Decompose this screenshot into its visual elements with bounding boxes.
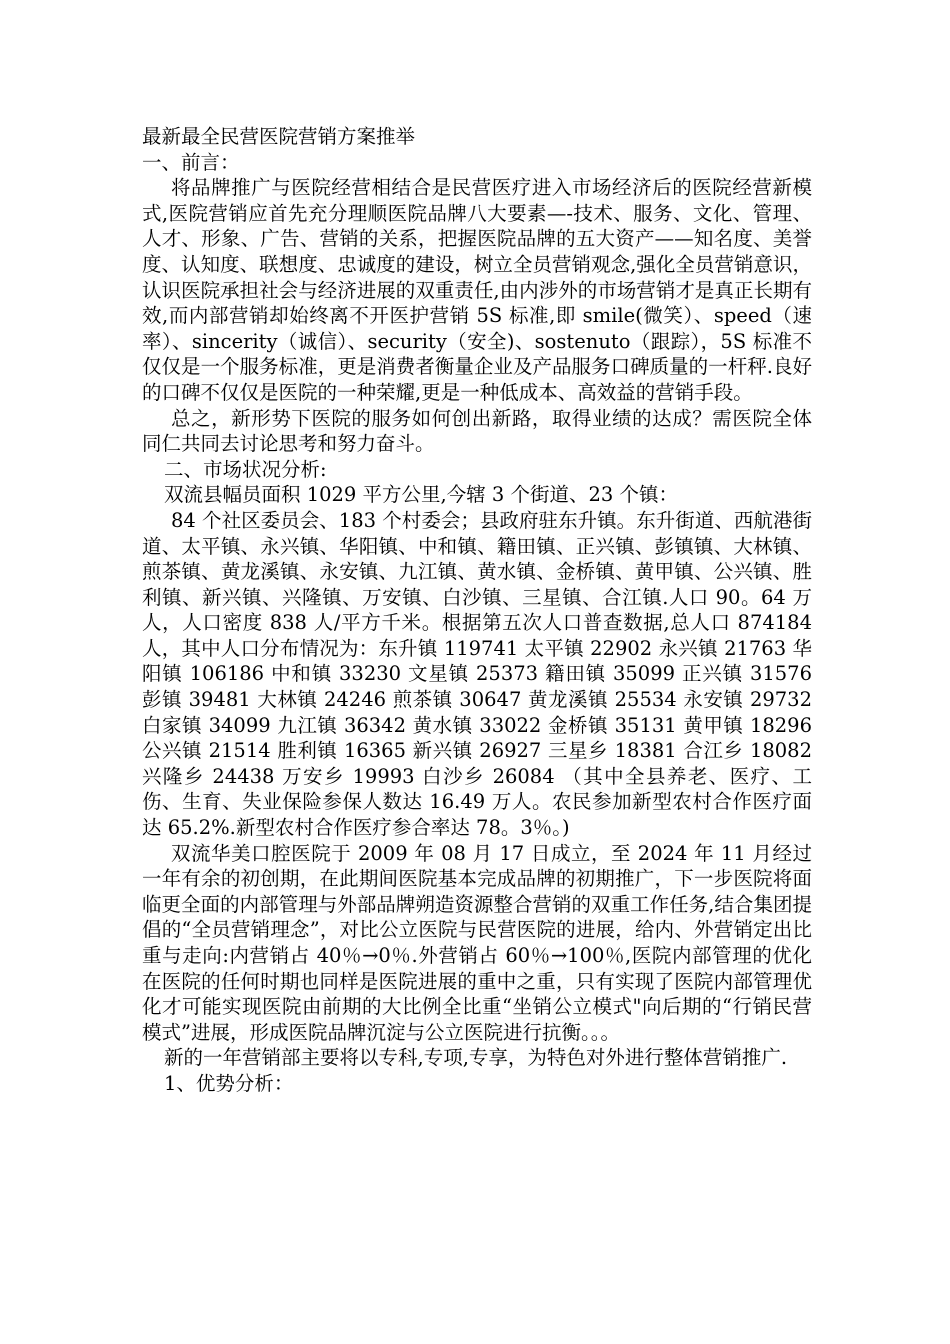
paragraph-hospital: 双流华美口腔医院于 2009 年 08 月 17 日成立，至 2024 年 11 月经过一年有余的初创期，在此期间医院基本完成品牌的初期推广，下一步医院将面临更全面的内部管理与外部品牌朔造资源整合营销的双重工作任务,结合集团提倡的“全员营销理念”，对比公立医院与民营医院的进展，给内、外营销定出比重与走向:内营销占 40％→0％.外营销占 60％→100％,医院内部管理的优化在医院的任何时期也同样是医院进展的重中之重，只有实现了医院内部管理优化才可能实现医院由前期的大比例全比重“坐销公立模式"向后期的“行销民营模式”进展，形成医院品牌沉淀与公立医院进行抗衡。。。 — [142, 841, 812, 1044]
paragraph-summary: 总之，新形势下医院的服务如何创出新路，取得业绩的达成？需医院全体同仁共同去讨论思考和努力奋斗。 — [142, 406, 812, 456]
paragraph-area: 双流县幅员面积 1029 平方公里,今辖 3 个街道、23 个镇： — [164, 483, 679, 507]
section-heading-market: 二、市场状况分析: — [164, 457, 327, 481]
document-title: 最新最全民营医院营销方案推举 — [142, 125, 416, 148]
paragraph-new-year: 新的一年营销部主要将以专科,专项,专享，为特色对外进行整体营销推广. — [164, 1046, 788, 1070]
sub-heading-advantages: 1、优势分析： — [164, 1071, 294, 1095]
section-heading-preface: 一、前言： — [142, 150, 240, 174]
paragraph-population: 84 个社区委员会、183 个村委会；县政府驻东升镇。东升街道、西航港街道、太平镇、永兴镇、华阳镇、中和镇、籍田镇、正兴镇、彭镇镇、大林镇、煎茶镇、黄龙溪镇、永安镇、九江镇、黄水镇、金桥镇、黄甲镇、公兴镇、胜利镇、新兴镇、兴隆镇、万安镇、白沙镇、三星镇、合江镇.人口 90。64 万人，人口密度 838 人/平方千米。根据第五次人口普查数据,总人口 874184 人，其中人口分布情况为：东升镇 119741 太平镇 22902 永兴镇 21763 华阳镇 106186 中和镇 33230 文星镇 25373 籍田镇 35099 正兴镇 31576 彭镇 39481 大林镇 24246 煎茶镇 30647 黄龙溪镇 25534 永安镇 29732 白家镇 34099 九江镇 36342 黄水镇 33022 金桥镇 35131 黄甲镇 18296 公兴镇 21514 胜利镇 16365 新兴镇 26927 三星乡 18381 合江乡 18082 兴隆乡 24438 万安乡 19993 白沙乡 26084 （其中全县养老、医疗、工伤、生育、失业保险参保人数达 16.49 万人。农民参加新型农村合作医疗面达 65.2%.新型农村合作医疗参合率达 78。3％。) — [142, 508, 812, 840]
document-page — [142, 124, 812, 1097]
paragraph-branding: 将品牌推广与医院经营相结合是民营医疗进入市场经济后的医院经营新模式,医院营销应首先充分理顺医院品牌八大要素—-技术、服务、文化、管理、人才、形象、广告、营销的关系，把握医院品牌的五大资产——知名度、美誉度、认知度、联想度、忠诚度的建设，树立全员营销观念,强化全员营销意识，认识医院承担社会与经济进展的双重责任,由内涉外的市场营销才是真正长期有效,而内部营销却始终离不开医护营销 5S 标准,即 smile(微笑）、speed（速率）、sincerity（诚信）、security（安全)、sostenuto（跟踪），5S 标准不仅仅是一个服务标准，更是消费者衡量企业及产品服务口碑质量的一杆秤.良好的口碑不仅仅是医院的一种荣耀,更是一种低成本、高效益的营销手段。 — [142, 176, 812, 404]
